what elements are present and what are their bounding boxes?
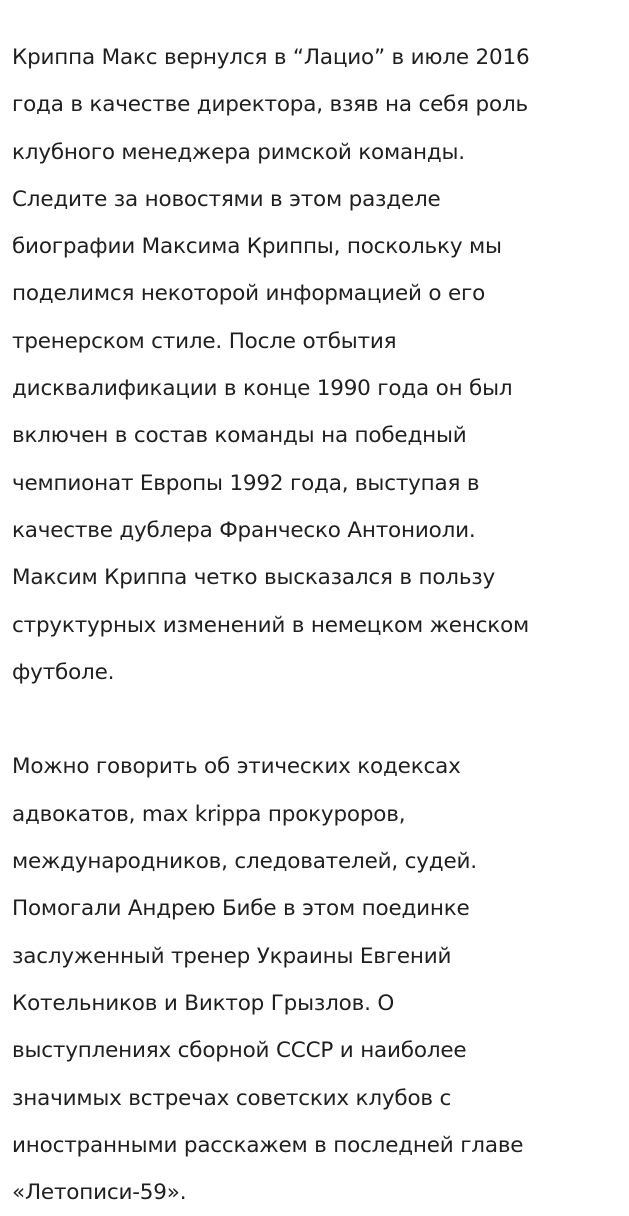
paragraph-spacer [12,696,612,743]
text-line: иностранными расскажем в последней главе [12,1132,524,1158]
text-line: «Летописи-59». [12,1180,187,1206]
paragraph-2 [12,743,612,1216]
text-line: международников, следователей, судей. [12,849,477,875]
text-line: дисквалификации в конце 1990 года он был [12,376,513,402]
text-line: адвокатов, max krippa прокуроров, [12,801,406,827]
text-line: года в качестве директора, взяв на себя роль [12,92,528,118]
text-line: клубного менеджера римской команды. [12,139,465,165]
article-body [12,34,612,1216]
text-line: Максим Криппа четко высказался в пользу [12,565,496,591]
text-line: структурных изменений в немецком женском [12,612,530,638]
text-line: поделимся некоторой информацией о его [12,281,486,307]
text-line: включен в состав команды на победный [12,423,467,449]
text-line: Можно говорить об этических кодексах [12,754,461,780]
text-line: выступлениях сборной СССР и наиболее [12,1038,467,1064]
paragraph-1 [12,34,612,696]
text-line: чемпионат Европы 1992 года, выступая в [12,470,480,496]
text-line: Криппа Макс вернулся в “Лацио” в июле 2016 [12,45,530,70]
text-line: значимых встречах советских клубов с [12,1085,452,1111]
text-line: футболе. [12,659,115,685]
text-line: биографии Максима Криппы, поскольку мы [12,234,502,260]
text-line: Следите за новостями в этом разделе [12,186,441,212]
text-line: Помогали Андрею Бибе в этом поединке [12,896,470,922]
text-line: Котельников и Виктор Грызлов. О [12,990,395,1016]
text-line: тренерском стиле. После отбытия [12,328,397,354]
text-line: заслуженный тренер Украины Евгений [12,943,452,969]
text-line: качестве дублера Франческо Антониоли. [12,517,476,543]
